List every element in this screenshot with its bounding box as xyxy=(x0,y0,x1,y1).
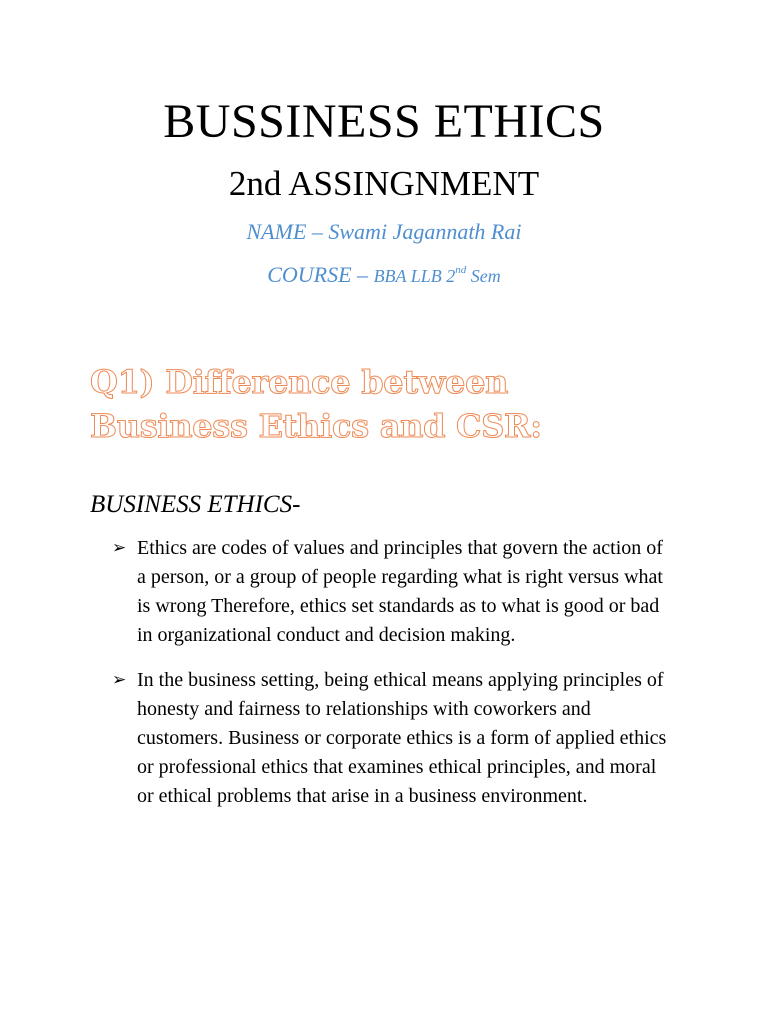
bullet-list xyxy=(112,534,672,827)
course-ordinal-suffix: nd xyxy=(455,264,467,276)
bullet-item xyxy=(112,666,672,811)
arrow-bullet-icon: ➢ xyxy=(112,538,127,558)
question-heading: Q1) Difference between Business Ethics and CSR: xyxy=(90,363,542,445)
arrow-bullet-icon: ➢ xyxy=(112,670,127,690)
document-title: BUSSINESS ETHICS xyxy=(163,95,605,148)
section-heading-text: BUSINESS ETHICS xyxy=(90,491,293,518)
bullet-item xyxy=(112,534,672,650)
section-heading xyxy=(90,489,300,521)
course-value: BBA LLB 2nd Sem xyxy=(373,264,501,286)
course-label: COURSE – xyxy=(267,262,374,287)
student-name: NAME – Swami Jagannath Rai xyxy=(246,219,522,244)
document-subtitle: 2nd ASSINGNMENT xyxy=(228,164,540,203)
bullet-text: Ethics are codes of values and principles that govern the action of a person, or a group of people regarding what is right versus what is wrong Therefore, ethics set standards as to what is good or bad in organizational conduct and decision making. xyxy=(137,537,663,646)
section-heading-dash: - xyxy=(292,491,301,518)
bullet-text: In the business setting, being ethical means applying principles of honesty and fairness to relationships with coworkers and customers. Business or corporate ethics is a form of applied ethics or professional ethics that examines ethical principles, and moral or ethical problems that arise in a business environment. xyxy=(137,669,667,807)
course-line xyxy=(0,261,768,290)
